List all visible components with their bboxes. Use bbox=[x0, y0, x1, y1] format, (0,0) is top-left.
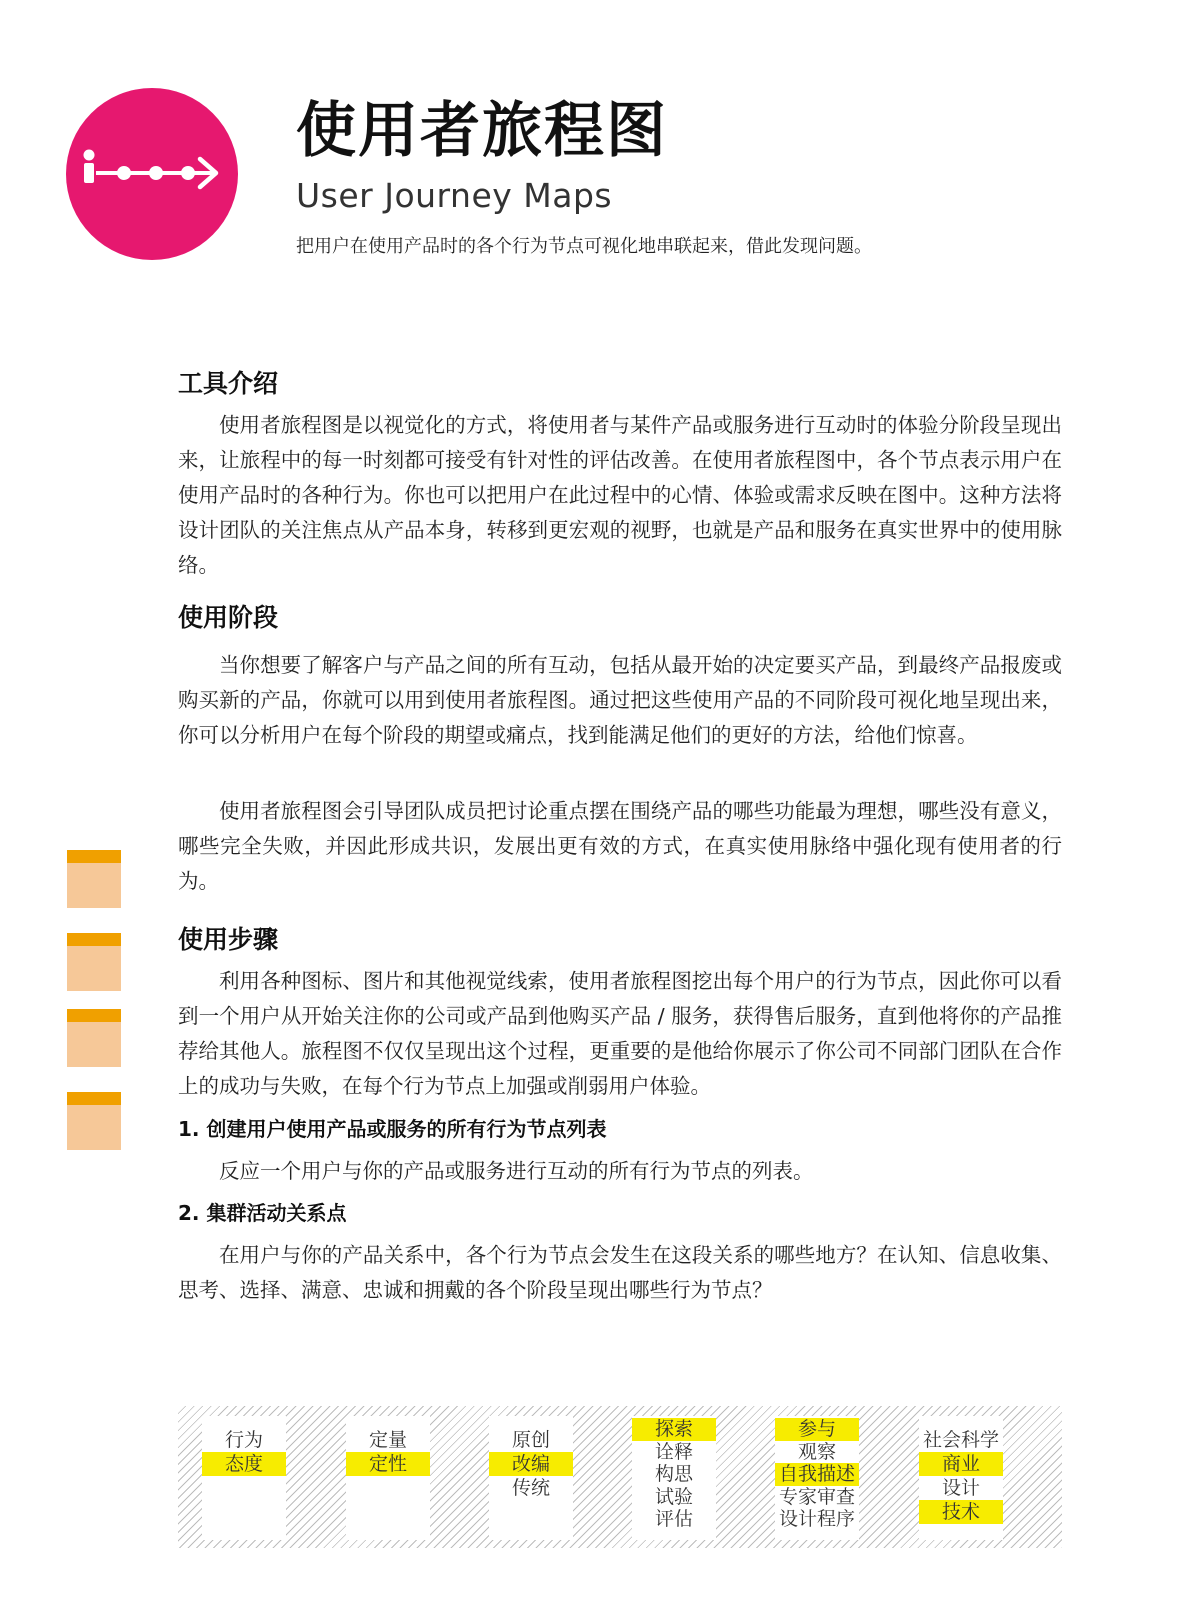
side-tab bbox=[67, 1009, 121, 1067]
category-term: 试验 bbox=[654, 1485, 693, 1508]
section-paragraph-tools: 使用者旅程图是以视觉化的方式，将使用者与某件产品或服务进行互动时的体验分阶段呈现出来，让旅程中的每一时刻都可接受有针对性的评估改善。在使用者旅程图中，各个节点表示用户在使用产品时的各种行为。你也可以把用户在此过程中的心情、体验或需求反映在图中。这种方法将设计团队的关注焦点从产品本身，转移到更宏观的视野，也就是产品和服务在真实世界中的使用脉络。 bbox=[178, 413, 1062, 577]
category-term: 自我描述 bbox=[775, 1463, 859, 1486]
category-cell-quantity bbox=[346, 1416, 430, 1540]
section-paragraph-stage-2: 使用者旅程图会引导团队成员把讨论重点摆在围绕产品的哪些功能最为理想，哪些没有意义，哪些完全失败，并因此形成共识，发展出更有效的方式，在真实使用脉络中强化现有使用者的行为。 bbox=[178, 799, 1062, 893]
step-1-heading: 1. 创建用户使用产品或服务的所有行为节点列表 bbox=[178, 1117, 607, 1141]
category-term: 行为 bbox=[224, 1429, 263, 1451]
category-cell-discipline bbox=[919, 1416, 1003, 1540]
page-tagline: 把用户在使用产品时的各个行为节点可视化地串联起来，借此发现问题。 bbox=[296, 236, 872, 257]
logo-circle bbox=[66, 88, 238, 260]
journey-path-icon bbox=[66, 88, 238, 260]
category-term: 探索 bbox=[632, 1418, 716, 1441]
category-term: 原创 bbox=[511, 1429, 550, 1451]
category-term: 设计程序 bbox=[778, 1508, 855, 1530]
category-cell-phase bbox=[632, 1416, 716, 1540]
section-heading-steps: 使用步骤 bbox=[178, 925, 279, 954]
page-subtitle: User Journey Maps bbox=[296, 176, 613, 215]
category-term: 商业 bbox=[919, 1452, 1003, 1476]
section-paragraph-steps: 利用各种图标、图片和其他视觉线索，使用者旅程图挖出每个用户的行为节点，因此你可以看到一个用户从开始关注你的公司或产品到他购买产品 / 服务，获得售后服务，直到他将你的产品推荐给其他人。旅程图不仅仅呈现出这个过程，更重要的是他给你展示了你公司不同部门团队在合作上的成功与失败，在每个行为节点上加强或削弱用户体验。 bbox=[178, 969, 1062, 1098]
category-term: 专家审查 bbox=[778, 1485, 855, 1508]
category-term: 设计 bbox=[941, 1477, 980, 1499]
side-tab bbox=[67, 1092, 121, 1150]
category-term: 传统 bbox=[511, 1477, 550, 1499]
step-1-text: 反应一个用户与你的产品或服务进行互动的所有行为节点的列表。 bbox=[219, 1159, 814, 1183]
category-term: 态度 bbox=[202, 1452, 286, 1476]
category-term: 参与 bbox=[775, 1418, 859, 1441]
category-term: 社会科学 bbox=[922, 1429, 999, 1451]
category-cell-behavior bbox=[202, 1416, 286, 1540]
step-2-text: 在用户与你的产品关系中，各个行为节点会发生在这段关系的哪些地方？在认知、信息收集、思考、选择、满意、忠诚和拥戴的各个阶段呈现出哪些行为节点？ bbox=[178, 1243, 1062, 1302]
method-category-bar bbox=[178, 1406, 1062, 1548]
category-term: 定性 bbox=[346, 1452, 430, 1476]
section-heading-tools: 工具介绍 bbox=[178, 369, 279, 398]
category-cell-participation bbox=[775, 1416, 859, 1540]
section-heading-stage: 使用阶段 bbox=[178, 603, 279, 632]
section-paragraph-stage-1: 当你想要了解客户与产品之间的所有互动，包括从最开始的决定要买产品，到最终产品报废或购买新的产品，你就可以用到使用者旅程图。通过把这些使用产品的不同阶段可视化地呈现出来，你可以分析用户在每个阶段的期望或痛点，找到能满足他们的更好的方法，给他们惊喜。 bbox=[178, 653, 1062, 747]
side-tab bbox=[67, 933, 121, 991]
category-term: 技术 bbox=[919, 1500, 1003, 1524]
category-term: 诠释 bbox=[654, 1440, 693, 1463]
side-tab bbox=[67, 850, 121, 908]
category-term: 改编 bbox=[489, 1452, 573, 1476]
step-2-heading: 2. 集群活动关系点 bbox=[178, 1201, 347, 1225]
category-cell-origin bbox=[489, 1416, 573, 1540]
category-term: 评估 bbox=[654, 1508, 693, 1530]
category-term: 构思 bbox=[654, 1463, 693, 1485]
category-term: 定量 bbox=[368, 1429, 407, 1451]
page-title: 使用者旅程图 bbox=[296, 96, 668, 166]
category-term: 观察 bbox=[797, 1440, 836, 1463]
